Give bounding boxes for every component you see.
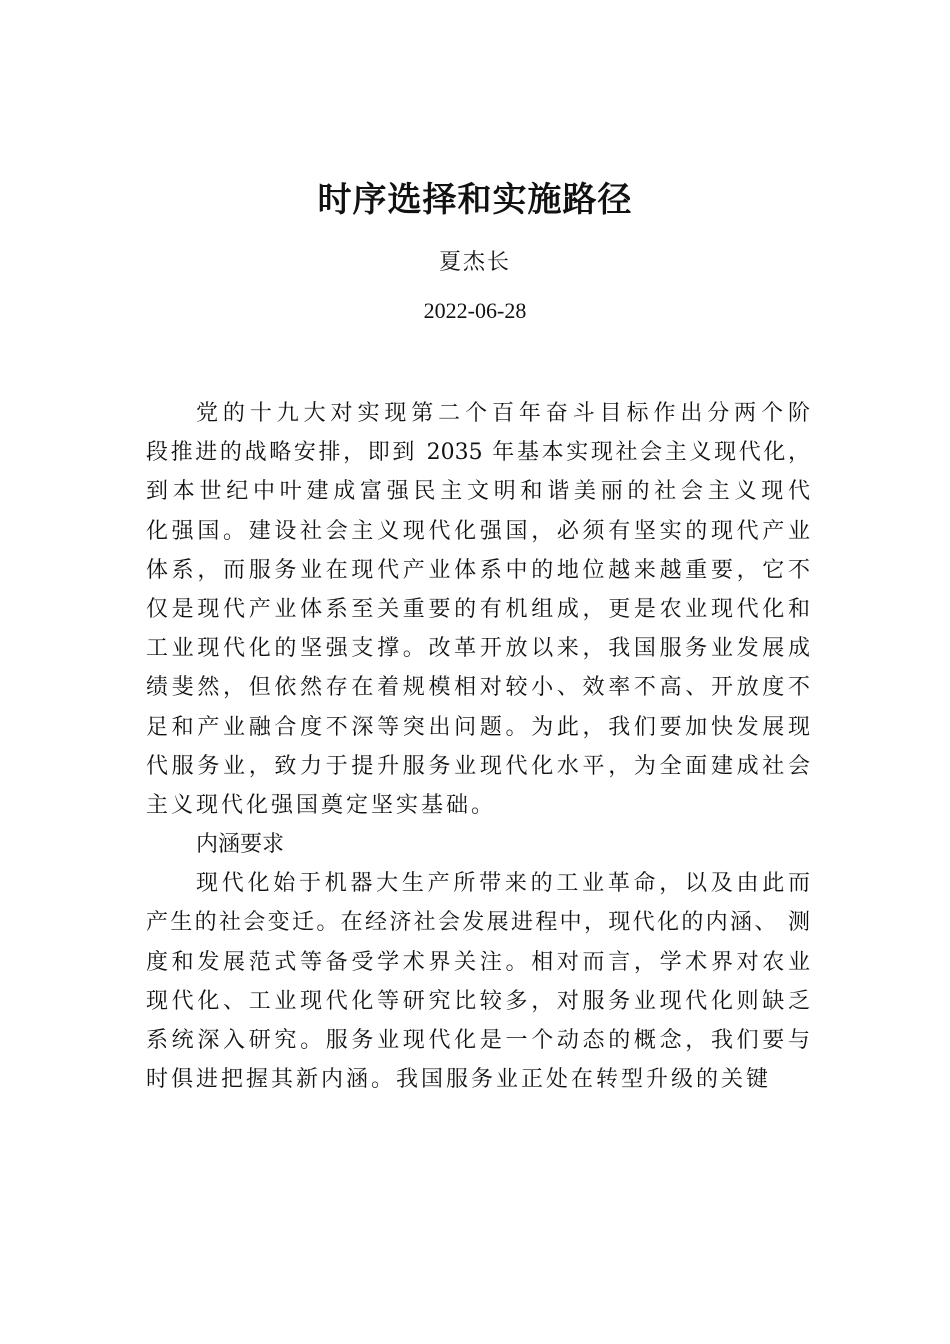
article-body [146, 394, 810, 1099]
article-date: 2022-06-28 [423, 298, 527, 323]
section-heading: 内涵要求 [196, 832, 285, 858]
paragraph-line: 工业现代化的坚强支撑。改革开放以来，我国服务业发展成 [146, 636, 810, 662]
article-author: 夏杰长 [438, 250, 511, 275]
paragraph-line: 主义现代化强国奠定坚实基础。 [146, 792, 497, 818]
paragraph-line: 度和发展范式等备受学术界关注。相对而言，学术界对农业 [146, 949, 810, 975]
paragraph-line: 现代化始于机器大生产所带来的工业革命，以及由此而 [196, 871, 810, 897]
paragraph-line: 足和产业融合度不深等突出问题。为此，我们要加快发展现 [146, 714, 810, 740]
paragraph-line: 代服务业，致力于提升服务业现代化水平，为全面建成社会 [146, 753, 810, 779]
paragraph-line: 现代化、工业现代化等研究比较多，对服务业现代化则缺乏 [146, 988, 810, 1014]
paragraph-line: 到本世纪中叶建成富强民主文明和谐美丽的社会主义现代 [146, 479, 810, 505]
paragraph-2 [146, 864, 810, 1099]
paragraph-line: 体系，而服务业在现代产业体系中的地位越来越重要，它不 [146, 557, 810, 583]
paragraph-line: 段推进的战略安排，即到 2035 年基本实现社会主义现代化， [146, 440, 810, 466]
article-title: 时序选择和实施路径 [317, 180, 633, 220]
paragraph-1 [146, 394, 810, 825]
paragraph-line: 党的十九大对实现第二个百年奋斗目标作出分两个阶 [196, 401, 810, 426]
paragraph-line: 产生的社会变迁。在经济社会发展进程中，现代化的内涵、 测 [146, 910, 810, 936]
paragraph-line: 系统深入研究。服务业现代化是一个动态的概念，我们要与 [146, 1028, 810, 1053]
paragraph-line: 时俱进把握其新内涵。我国服务业正处在转型升级的关键 [146, 1067, 772, 1093]
paragraph-line: 绩斐然，但依然存在着规模相对较小、效率不高、开放度不 [146, 675, 810, 701]
paragraph-line: 化强国。建设社会主义现代化强国，必须有坚实的现代产业 [146, 518, 810, 544]
paragraph-line: 仅是现代产业体系至关重要的有机组成，更是农业现代化和 [146, 596, 810, 622]
